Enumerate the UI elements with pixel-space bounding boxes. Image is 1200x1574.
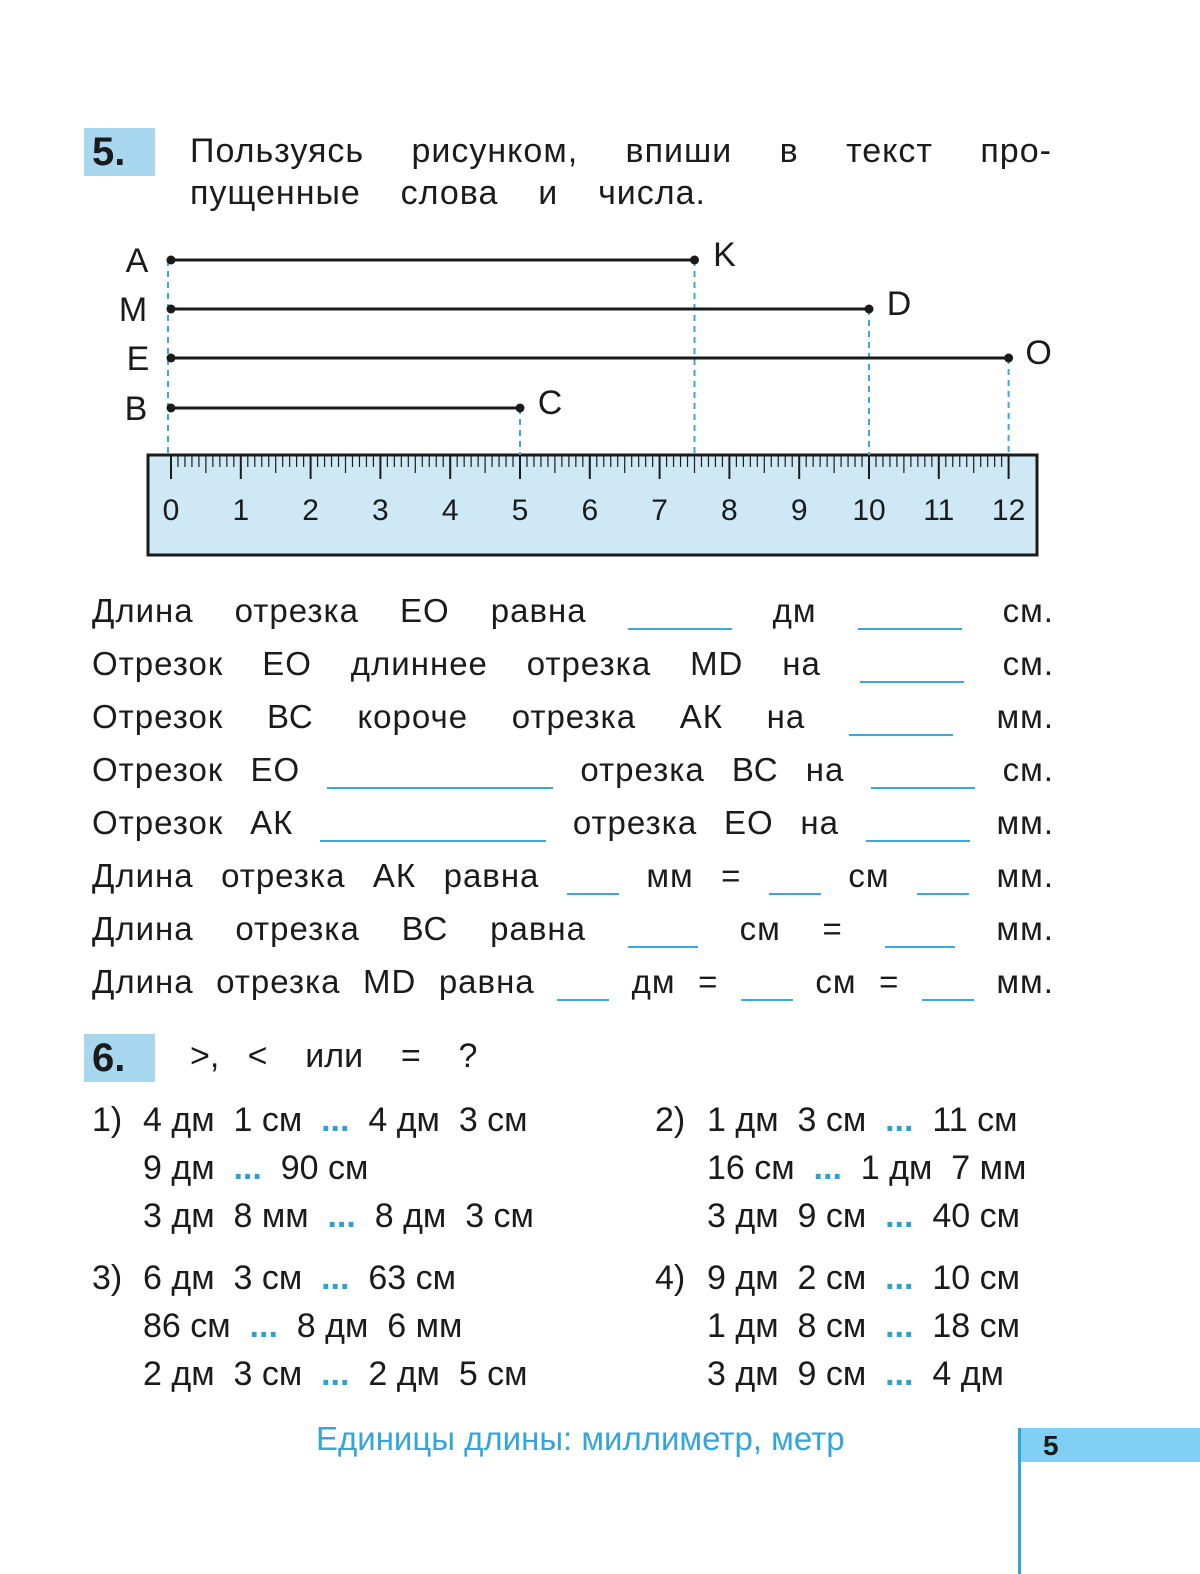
instruction-line-1 bbox=[190, 130, 1052, 172]
comparison-line bbox=[143, 1100, 528, 1140]
comparison-line bbox=[707, 1148, 1026, 1188]
sentence-word: отрезка bbox=[572, 804, 698, 841]
answer-blank[interactable] bbox=[557, 963, 609, 1001]
sentence-word: короче bbox=[357, 698, 469, 735]
instruction-word: впиши bbox=[625, 132, 733, 170]
sentence-word: дм bbox=[772, 592, 817, 629]
answer-blank[interactable] bbox=[885, 910, 955, 948]
segment-endpoint bbox=[167, 354, 176, 363]
sentence-word: ВС bbox=[401, 910, 449, 947]
comparison-right: 40 см bbox=[932, 1197, 1020, 1235]
comparison-slot[interactable]: ... bbox=[885, 1355, 914, 1393]
sentence-word: см bbox=[815, 963, 857, 1000]
instruction-word: слова bbox=[400, 174, 499, 212]
sentence-word: отрезка bbox=[526, 645, 652, 682]
sentence-word: дм bbox=[631, 963, 676, 1000]
sentence-word: Длина bbox=[92, 857, 194, 894]
comparison-slot[interactable]: ... bbox=[813, 1149, 842, 1187]
comparison-line bbox=[143, 1196, 534, 1236]
page-edge-rule bbox=[1018, 1428, 1021, 1574]
sentence-word: на bbox=[805, 751, 845, 788]
comparison-line bbox=[707, 1196, 1020, 1236]
sentence-word: ЕО bbox=[250, 751, 301, 788]
segment-endpoint bbox=[690, 256, 699, 265]
ruler-label: 1 bbox=[232, 494, 250, 527]
comparison-line bbox=[143, 1148, 368, 1188]
comparison-left: 9 дм 2 см bbox=[707, 1259, 867, 1297]
sentence-word: ЕО bbox=[400, 592, 450, 629]
ruler-label: 7 bbox=[651, 494, 668, 527]
segments-ruler-figure bbox=[0, 230, 1200, 570]
task-6-question: >, < или = ? bbox=[190, 1037, 478, 1075]
comparison-right: 1 дм 7 мм bbox=[860, 1149, 1027, 1187]
comparison-line bbox=[143, 1258, 456, 1298]
instruction-word: текст bbox=[846, 132, 934, 170]
answer-blank[interactable] bbox=[849, 698, 953, 736]
sentence-word: на bbox=[766, 698, 806, 735]
sentence-row bbox=[92, 737, 1054, 789]
sentence-word: Длина bbox=[92, 963, 194, 1000]
point-label: B bbox=[124, 390, 148, 428]
answer-blank[interactable] bbox=[917, 857, 969, 895]
sentence-word: Отрезок bbox=[92, 751, 224, 788]
sentence-word: Отрезок bbox=[92, 645, 224, 682]
sentence-word: см bbox=[739, 910, 781, 947]
comparison-slot[interactable]: ... bbox=[321, 1355, 350, 1393]
segment-endpoint bbox=[865, 305, 874, 314]
comparison-left: 1 дм 3 см bbox=[707, 1101, 867, 1139]
sentence-word: Длина bbox=[92, 910, 194, 947]
page-number: 5 bbox=[1043, 1430, 1059, 1461]
comparison-line bbox=[707, 1100, 1017, 1140]
sentence-word: = bbox=[879, 963, 900, 1000]
sentence-word: отрезка bbox=[511, 698, 637, 735]
answer-blank[interactable] bbox=[858, 592, 962, 630]
sentence-word: мм. bbox=[996, 698, 1054, 735]
ruler-label: 12 bbox=[991, 494, 1026, 527]
sentence-word: на bbox=[800, 804, 839, 841]
sentence-word: см. bbox=[1002, 592, 1054, 629]
answer-blank[interactable] bbox=[628, 592, 732, 630]
segment-endpoint bbox=[1004, 354, 1013, 363]
comparison-right: 4 дм bbox=[932, 1355, 1004, 1393]
ruler-label: 8 bbox=[721, 494, 738, 527]
comparison-line bbox=[707, 1306, 1020, 1346]
comparison-left: 9 дм bbox=[143, 1149, 215, 1187]
comparison-slot[interactable]: ... bbox=[885, 1259, 914, 1297]
sentence-word: мм. bbox=[996, 910, 1054, 947]
answer-blank[interactable] bbox=[922, 963, 974, 1001]
sentence-word: отрезка bbox=[235, 910, 360, 947]
sentence-word: см. bbox=[1002, 751, 1054, 788]
comparison-left: 16 см bbox=[707, 1149, 795, 1187]
comparison-left: 3 дм 9 см bbox=[707, 1355, 867, 1393]
answer-blank[interactable] bbox=[871, 751, 975, 789]
comparison-right: 18 см bbox=[932, 1307, 1020, 1345]
sentence-word: MD bbox=[363, 963, 417, 1000]
sentence-row bbox=[92, 790, 1054, 842]
sentence-word: MD bbox=[690, 645, 744, 682]
comparison-line bbox=[707, 1258, 1020, 1298]
sentence-word: АК bbox=[250, 804, 294, 841]
ruler-label: 3 bbox=[372, 494, 389, 527]
sentence-row bbox=[92, 631, 1054, 683]
exercise-label: 1) bbox=[92, 1101, 123, 1139]
sentence-word: Отрезок bbox=[92, 698, 224, 735]
answer-blank[interactable] bbox=[628, 910, 698, 948]
sentence-word: = bbox=[822, 910, 843, 947]
comparison-left: 4 дм 1 см bbox=[143, 1101, 303, 1139]
instruction-word: Пользуясь bbox=[190, 132, 365, 170]
ruler-label: 5 bbox=[511, 494, 529, 527]
instruction-word: и bbox=[538, 174, 559, 212]
ruler-label: 4 bbox=[441, 494, 459, 527]
sentence-word: длиннее bbox=[350, 645, 488, 682]
answer-blank[interactable] bbox=[327, 751, 553, 789]
ruler-label: 11 bbox=[923, 494, 955, 527]
ruler-label: 10 bbox=[852, 494, 886, 527]
ruler-label: 9 bbox=[790, 494, 808, 527]
comparison-line bbox=[143, 1354, 528, 1394]
comparison-left: 1 дм 8 см bbox=[707, 1307, 867, 1345]
instruction-word: числа. bbox=[598, 174, 706, 212]
sentence-word: ЕО bbox=[262, 645, 312, 682]
sentence-word: АК bbox=[679, 698, 723, 735]
exercise-label: 4) bbox=[655, 1259, 686, 1297]
sentence-word: мм. bbox=[996, 857, 1054, 894]
comparison-slot[interactable]: ... bbox=[885, 1307, 914, 1345]
point-label: C bbox=[537, 384, 563, 422]
answer-blank[interactable] bbox=[741, 963, 793, 1001]
point-label: D bbox=[886, 285, 912, 323]
point-label: A bbox=[125, 242, 149, 280]
point-label: M bbox=[118, 291, 148, 329]
comparison-left: 3 дм 9 см bbox=[707, 1197, 867, 1235]
sentence-word: отрезка bbox=[234, 592, 360, 629]
comparison-right: 8 дм 3 см bbox=[374, 1197, 534, 1235]
comparison-right: 4 дм 3 см bbox=[368, 1101, 528, 1139]
task-6-number: 6. bbox=[84, 1034, 155, 1082]
chapter-title: Единицы длины: миллиметр, метр bbox=[316, 1420, 845, 1457]
sentence-row bbox=[92, 684, 1054, 736]
sentence-word: = bbox=[721, 857, 742, 894]
instruction-word: про- bbox=[980, 132, 1052, 170]
ruler-label: 2 bbox=[302, 494, 319, 527]
sentence-row bbox=[92, 843, 1054, 895]
answer-blank[interactable] bbox=[866, 804, 970, 842]
sentence-row bbox=[92, 896, 1054, 948]
answer-blank[interactable] bbox=[320, 804, 546, 842]
comparison-left: 2 дм 3 см bbox=[143, 1355, 303, 1393]
comparison-right: 8 дм 6 мм bbox=[296, 1307, 463, 1345]
segment-endpoint bbox=[516, 404, 525, 413]
comparison-slot[interactable]: ... bbox=[885, 1197, 914, 1235]
instruction-word: рисунком, bbox=[411, 132, 579, 170]
comparison-slot[interactable]: ... bbox=[885, 1101, 914, 1139]
sentence-word: отрезка bbox=[216, 963, 341, 1000]
exercise-label: 3) bbox=[92, 1259, 123, 1297]
sentence-row bbox=[92, 949, 1054, 1001]
sentence-word: равна bbox=[438, 963, 535, 1000]
answer-blank[interactable] bbox=[860, 645, 964, 683]
comparison-right: 11 см bbox=[932, 1101, 1018, 1139]
segment-endpoint bbox=[167, 305, 176, 314]
sentence-word: ВС bbox=[731, 751, 779, 788]
sentence-word: = bbox=[698, 963, 719, 1000]
comparison-slot[interactable]: ... bbox=[321, 1101, 350, 1139]
sentence-word: мм. bbox=[996, 963, 1054, 1000]
sentence-word: равна bbox=[443, 857, 540, 894]
sentence-word: на bbox=[782, 645, 821, 682]
comparison-slot[interactable]: ... bbox=[321, 1259, 350, 1297]
comparison-left: 86 см bbox=[143, 1307, 231, 1345]
segment-endpoint bbox=[167, 404, 176, 413]
comparison-left: 6 дм 3 см bbox=[143, 1259, 303, 1297]
comparison-slot[interactable]: ... bbox=[233, 1149, 262, 1187]
sentence-word: см bbox=[848, 857, 890, 894]
task-5-instruction bbox=[190, 130, 1052, 214]
sentence-word: ЕО bbox=[723, 804, 774, 841]
comparison-line bbox=[143, 1306, 462, 1346]
point-label: O bbox=[1025, 334, 1052, 372]
comparison-slot[interactable]: ... bbox=[327, 1197, 356, 1235]
segment-endpoint bbox=[167, 256, 176, 265]
ruler-label: 6 bbox=[581, 494, 599, 527]
sentence-word: равна bbox=[490, 592, 587, 629]
comparison-left: 3 дм 8 мм bbox=[143, 1197, 309, 1235]
ruler-label: 0 bbox=[162, 494, 180, 527]
sentence-word: мм. bbox=[996, 804, 1054, 841]
comparison-right: 2 дм 5 см bbox=[368, 1355, 528, 1393]
sentence-word: отрезка bbox=[221, 857, 346, 894]
sentence-word: равна bbox=[490, 910, 586, 947]
answer-blank[interactable] bbox=[769, 857, 821, 895]
sentence-word: ВС bbox=[266, 698, 314, 735]
sentence-row bbox=[92, 578, 1054, 630]
point-label: K bbox=[713, 236, 736, 274]
exercise-label: 2) bbox=[655, 1101, 686, 1139]
instruction-line-2 bbox=[190, 172, 706, 214]
instruction-word: пущенные bbox=[190, 174, 361, 212]
sentence-word: отрезка bbox=[580, 751, 705, 788]
answer-blank[interactable] bbox=[567, 857, 619, 895]
sentence-word: см. bbox=[1002, 645, 1054, 682]
comparison-line bbox=[707, 1354, 1004, 1394]
sentence-word: Отрезок bbox=[92, 804, 224, 841]
instruction-word: в bbox=[779, 132, 799, 170]
sentence-word: Длина bbox=[92, 592, 194, 629]
sentence-word: АК bbox=[372, 857, 417, 894]
comparison-right: 10 см bbox=[932, 1259, 1020, 1297]
comparison-right: 63 см bbox=[368, 1259, 456, 1297]
task-5-number: 5. bbox=[84, 128, 155, 176]
point-label: E bbox=[126, 340, 150, 378]
sentence-word: мм bbox=[646, 857, 694, 894]
comparison-slot[interactable]: ... bbox=[249, 1307, 278, 1345]
comparison-right: 90 см bbox=[280, 1149, 369, 1187]
